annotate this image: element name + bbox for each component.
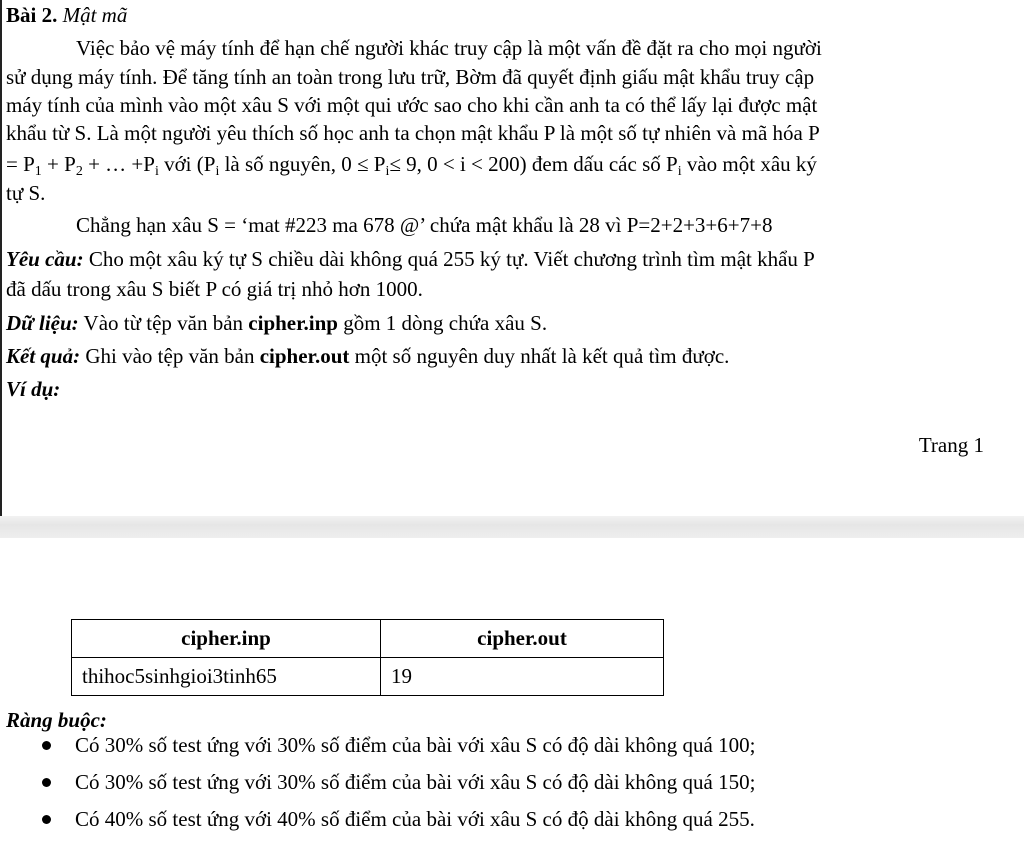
constraints-label: Ràng buộc: (6, 708, 107, 732)
problem-title (6, 2, 127, 28)
bullet-icon (42, 778, 51, 787)
intro-line-1: Việc bảo vệ máy tính để hạn chế người khác truy cập là một vấn đề đặt ra cho mọi người (76, 36, 822, 60)
formula-part: ≤ 9, 0 < i < 200) đem dấu các số P (389, 152, 678, 176)
requirement-line-2: đã dấu trong xâu S biết P có giá trị nhỏ hơn 1000. (6, 277, 423, 301)
list-item (0, 769, 755, 806)
input-text-after: gồm 1 dòng chứa xâu S. (337, 311, 548, 335)
intro-line-4: khẩu từ S. Là một người yêu thích số học anh ta chọn mật khẩu P là một số tự nhiên và mã hóa P (6, 121, 820, 145)
output-spec (6, 343, 729, 369)
table-header-input: cipher.inp (72, 620, 381, 658)
formula-subscript: i (385, 164, 390, 179)
table-cell-output: 19 (381, 658, 664, 696)
input-label: Dữ liệu: (6, 311, 79, 335)
formula-part: với (P (158, 152, 216, 176)
input-text-before: Vào từ tệp văn bản (78, 311, 249, 335)
example-label: Ví dụ: (6, 377, 61, 401)
formula-part: + … +P (82, 152, 155, 176)
constraint-text: Có 30% số test ứng với 30% số điểm của bài với xâu S có độ dài không quá 150; (75, 770, 756, 794)
formula-subscript: i (154, 164, 159, 179)
formula-part: vào một xâu ký (681, 152, 817, 176)
output-text-before: Ghi vào tệp văn bản (80, 344, 260, 368)
table-row (72, 658, 664, 696)
page-break (0, 516, 1024, 538)
intro-end: tự S. (6, 181, 46, 205)
formula-part: + P (41, 152, 76, 176)
problem-name: Mật mã (62, 3, 128, 27)
constraint-text: Có 40% số test ứng với 40% số điểm của bài với xâu S có độ dài không quá 255. (75, 807, 755, 831)
intro-line-2: sử dụng máy tính. Để tăng tính an toàn trong lưu trữ, Bờm đã quyết định giấu mật khẩu truy cập (6, 65, 815, 89)
document-page-1 (6, 0, 991, 516)
example-sentence: Chẳng hạn xâu S = ‘mat #223 ma 678 @’ chứa mật khẩu là 28 vì P=2+2+3+6+7+8 (76, 213, 773, 237)
problem-number: Bài 2. (6, 3, 58, 27)
formula-subscript: i (215, 164, 220, 179)
requirement-text: Cho một xâu ký tự S chiều dài không quá 255 ký tự. Viết chương trình tìm mật khẩu P (83, 247, 815, 271)
table-header-row (72, 620, 664, 658)
bullet-icon (42, 741, 51, 750)
formula-subscript: 1 (34, 164, 42, 179)
example-table (71, 619, 664, 696)
input-filename: cipher.inp (248, 311, 338, 335)
output-text-after: một số nguyên duy nhất là kết quả tìm được. (349, 344, 730, 368)
input-spec (6, 310, 547, 336)
requirement-line-1 (6, 246, 815, 272)
list-item (0, 806, 755, 843)
bullet-icon (42, 815, 51, 824)
output-label: Kết quả: (6, 344, 81, 368)
formula-part: là số nguyên, 0 ≤ P (219, 152, 386, 176)
constraint-text: Có 30% số test ứng với 30% số điểm của bài với xâu S có độ dài không quá 100; (75, 733, 756, 757)
document-page-2 (0, 538, 1024, 839)
formula-part: = P (6, 152, 35, 176)
intro-line-3: máy tính của mình vào một xâu S với một qui ước sao cho khi cần anh ta có thể lấy lại được mật (6, 93, 818, 117)
formula-subscript: i (677, 164, 682, 179)
output-filename: cipher.out (259, 344, 350, 368)
table-cell-input: thihoc5sinhgioi3tinh65 (72, 658, 381, 696)
requirement-label: Yêu cầu: (6, 247, 84, 271)
page-left-border (0, 0, 2, 520)
constraints-list (0, 732, 755, 843)
table-header-output: cipher.out (381, 620, 664, 658)
formula-subscript: 2 (75, 164, 83, 179)
page-number: Trang 1 (918, 433, 984, 457)
list-item (0, 732, 755, 769)
formula-line (6, 151, 817, 177)
